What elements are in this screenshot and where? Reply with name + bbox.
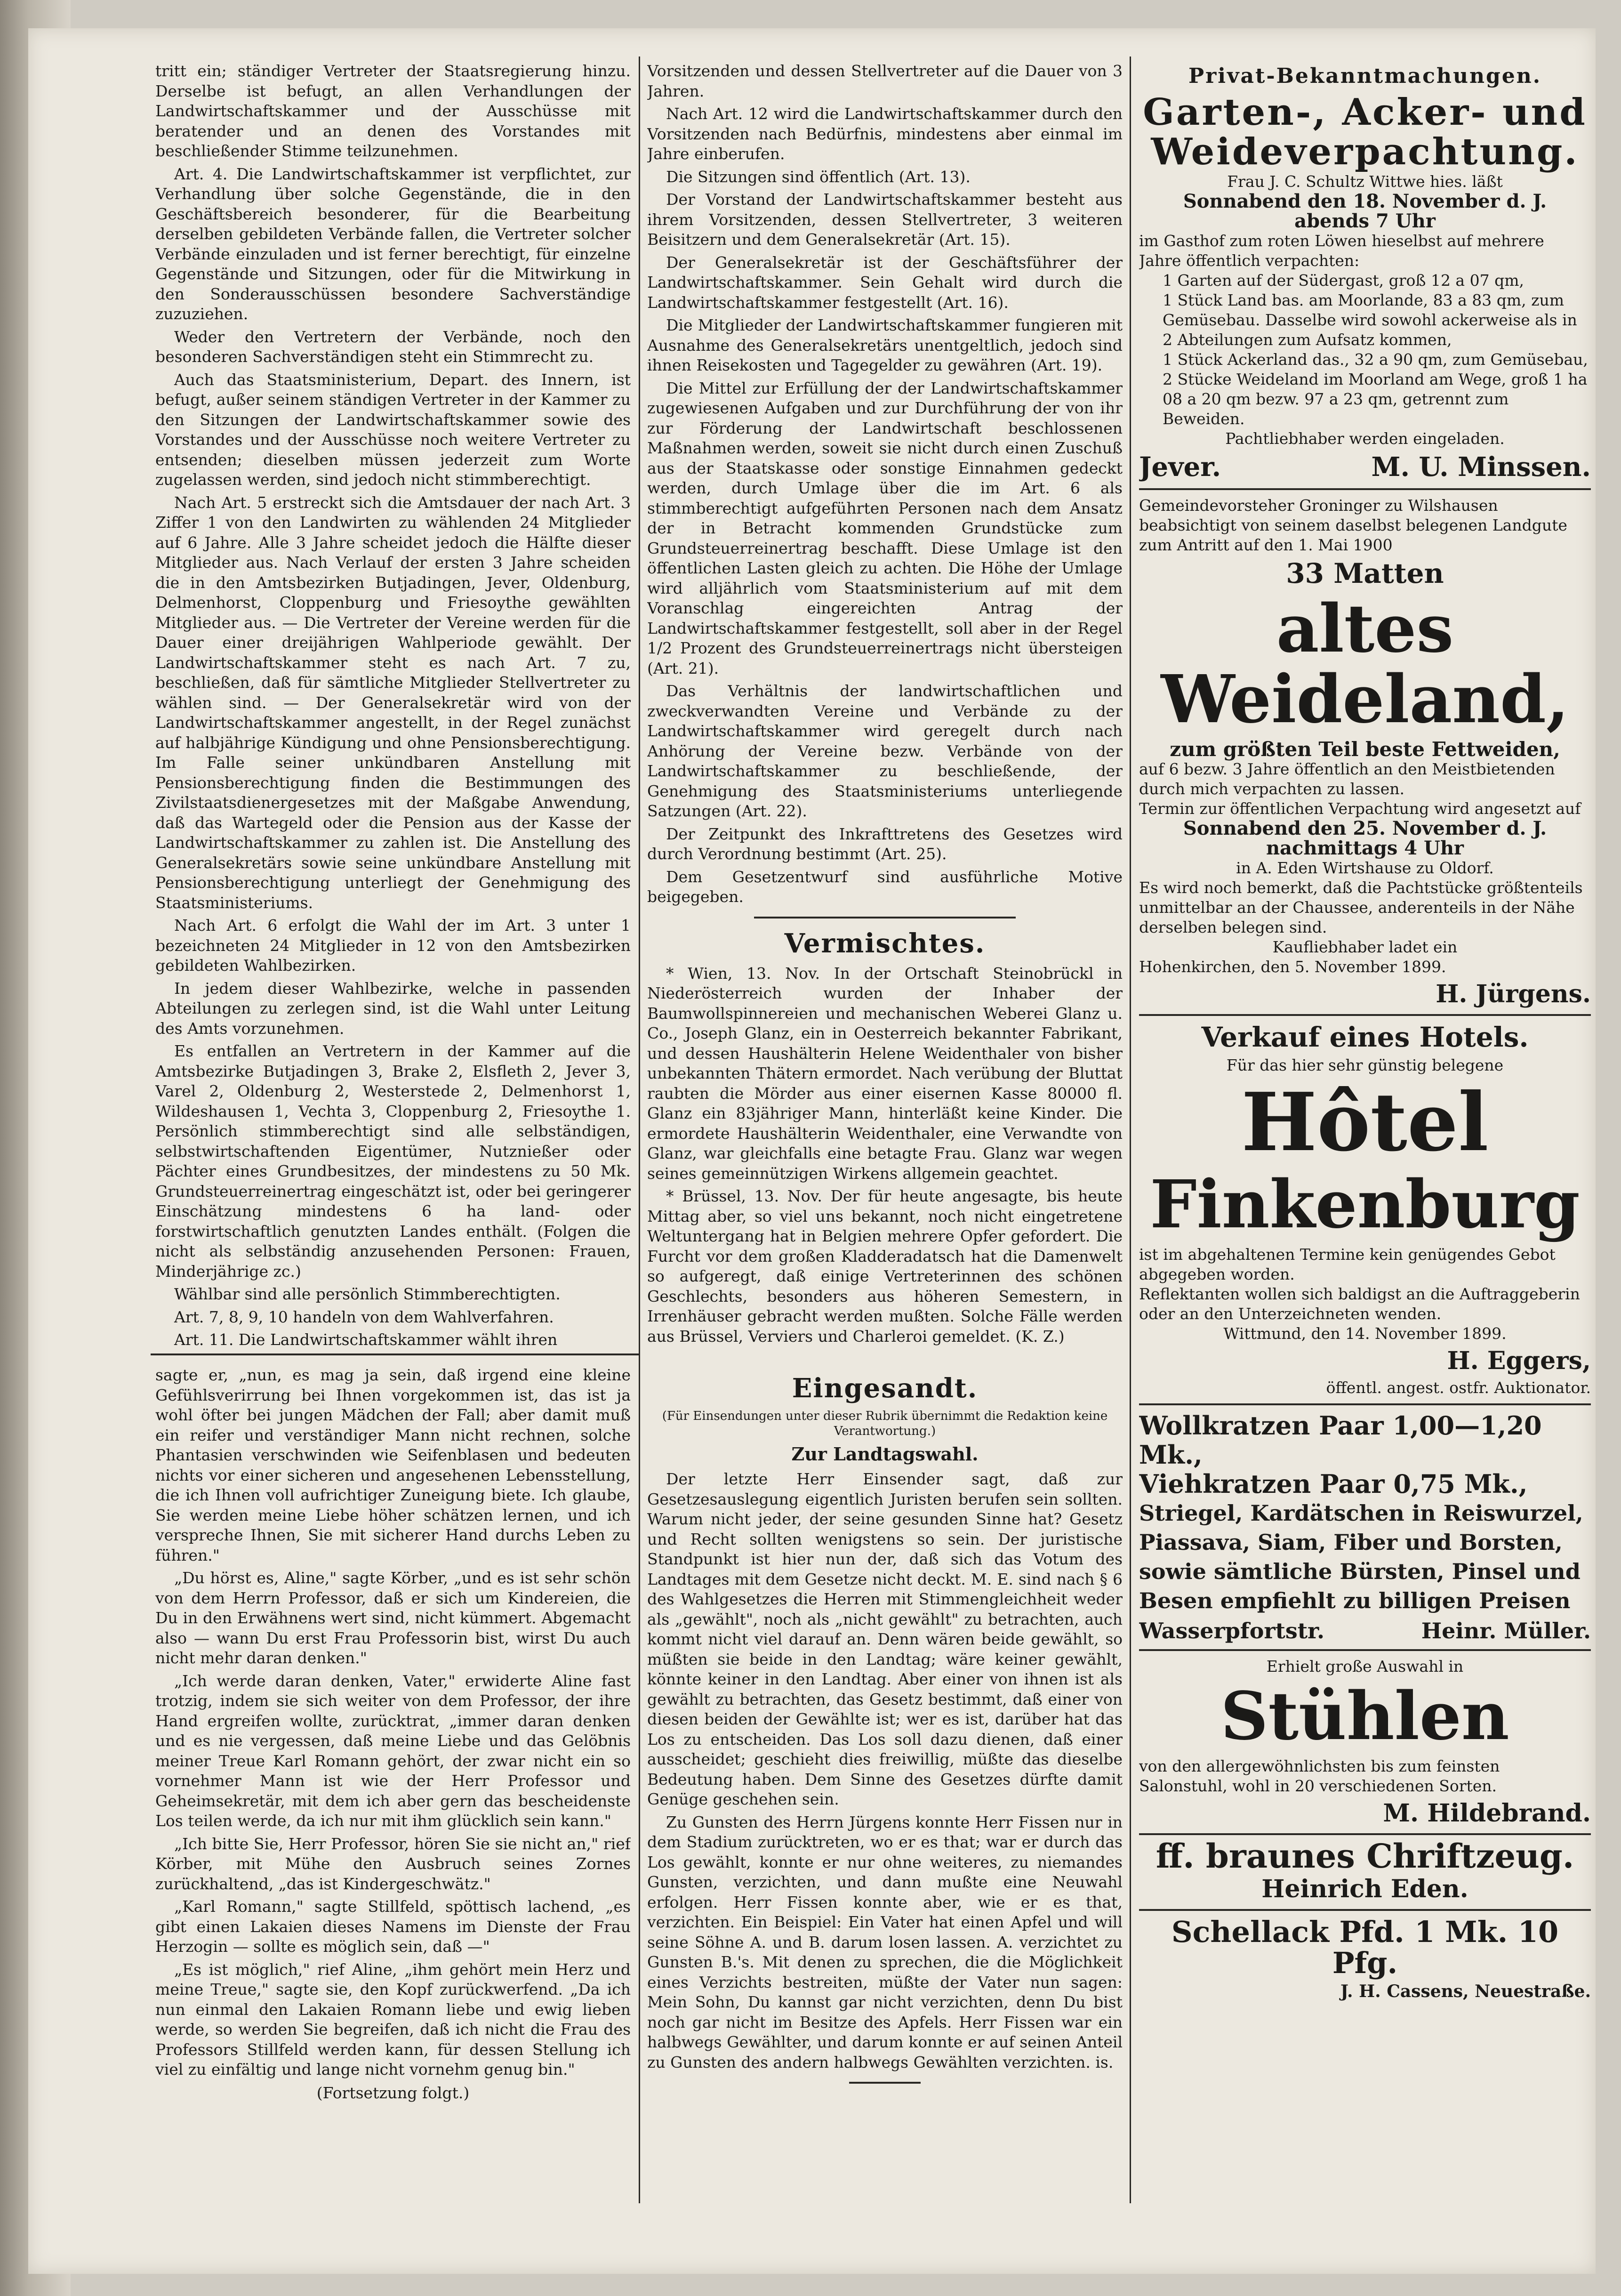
paragraph: Wählbar sind alle persönlich Stimmberechtigten. bbox=[174, 1285, 561, 1303]
paragraph: In jedem dieser Wahlbezirke, welche in passenden Abteilungen zu zerlegen sind, ist die Wahl unter Leitung des Amts vorzunehmen. bbox=[155, 979, 631, 1038]
paragraph: „Es ist möglich," rief Aline, „ihm gehört mein Herz und meine Treue," sagte sie, den Kopf zurückwerfend. „Da ich nun einmal den Lakaien Romann liebe und ewig lieben werde, so werden Sie begreifen, daß ich nicht die Frau des Professors Stillfeld werden kann, für dessen Stellung ich viel zu einfältig und lange nicht vornehm genug bin." bbox=[155, 1960, 631, 2078]
ad-intro: Frau J. C. Schultz Wittwe hies. läßt bbox=[1227, 172, 1503, 191]
paragraph: Die Sitzungen sind öffentlich (Art. 13). bbox=[666, 167, 971, 186]
paragraph: Nach Art. 6 erfolgt die Wahl der im Art. 3 unter 1 bezeichneten 24 Mitglieder in 12 von den Amtsbezirken gebildeten Wahlbezirken. bbox=[155, 916, 631, 975]
paragraph: sagte er, „nun, es mag ja sein, daß irgend eine kleine Gefühlsverirrung bei Ihnen vorgekommen ist, das ist ja wohl öfter bei jungen Mädchen der Fall; aber damit muß ein reifer und verständiger Mann nicht rechnen, solche Phantasien verschwinden wie Seifenblasen und bedeuten nichts vor einer sicheren und angesehenen Lebensstellung, die ich Ihnen voll aufrichtiger Zuneigung biete. Ich glaube, Sie werden meine Liebe höher schätzen lernen, und ich verspreche Ihnen, Sie mit sicherer Hand durchs Leben zu führen." bbox=[155, 1366, 631, 1564]
ad-signer: J. H. Cassens, Neuestraße. bbox=[1340, 1982, 1591, 2001]
ad-intro: Gemeindevorsteher Groninger zu Wilshausen beabsichtigt von seinem daselbst belegenen Landgute zum Antritt auf den 1. Mai 1900 bbox=[1139, 496, 1567, 554]
column-2 bbox=[647, 61, 1123, 1346]
ad-line: Viehkratzen Paar 0,75 Mk., bbox=[1139, 1469, 1528, 1499]
paragraph: Weder den Vertretern der Verbände, noch den besonderen Sachverständigen steht ein Stimmrecht zu. bbox=[155, 327, 631, 366]
ad-place-date: Wittmund, den 14. November 1899. bbox=[1223, 1324, 1507, 1343]
paragraph: Es entfallen an Vertretern in der Kammer auf die Amtsbezirke Butjadingen 3, Brake 2, Elsfleth 2, Jever 3, Varel 2, Oldenburg 2, Westerstede 2, Delmenhorst 1, Wildeshausen 1, Vechta 3, Cloppenburg 2, Friesoythe 1. Persönlich stimmberechtigt sind alle selbständigen, selbstwirtschaftenden Eigentümer, Nutznießer oder Pächter eines Grundbesitzes, der mindestens zu 50 Mk. Grundsteuerreinertrag eingeschätzt ist, oder bei geringerer Einschätzung mindestens 6 ha land- oder forstwirtschaftlich genutzten Landes enthält. (Folgen die nicht als selbständig anzusehenden Personen: Frauen, Minderjährige zc.) bbox=[155, 1042, 631, 1281]
ad-place: in A. Eden Wirtshause zu Oldorf. bbox=[1236, 859, 1494, 877]
news-item: * Brüssel, 13. Nov. Der für heute angesagte, bis heute Mittag aber, so viel uns bekannt, noch nicht eingetretene Weltuntergang hat in Belgien mehrere Opfer gefordert. Die Furcht vor dem großen Kladderadatsch hat die Damenwelt so aufgeregt, daß einige Vertreterinnen des schönen Geschlechts, besonders aus höheren Semestern, in Irrenhäuser gebracht werden mußten. Solche Fälle werden aus Brüssel, Verviers und Charleroi gemeldet. (K. Z.) bbox=[647, 1187, 1123, 1345]
ad-chairs bbox=[1139, 1657, 1591, 1828]
paragraph: Nach Art. 12 wird die Landwirtschaftskammer durch den Vorsitzenden nach Bedürfnis, mindestens aber einmal im Jahre einberufen. bbox=[647, 105, 1123, 163]
ad-place-date: Hohenkirchen, den 5. November 1899. bbox=[1139, 958, 1446, 976]
paragraph: Art. 4. Die Landwirtschaftskammer ist verpflichtet, zur Verhandlung über solche Gegenstände, die in den Geschäftsbereich besonderer, für die Bearbeitung derselben gebildeten Verbände fallen, die Vertreter solcher Verbände einzuladen und ist ferner berechtigt, für einzelne Gegenstände und Sitzungen, oder für die Mitwirkung in den Sonderausschüssen besondere Sachverständige zuzuziehen. bbox=[155, 164, 631, 323]
ad-item: 1 Stück Land bas. am Moorlande, 83 a 83 qm, zum Gemüsebau. Dasselbe wird sowohl ackerweise als in 2 Abteilungen zum Aufsatz kommen, bbox=[1163, 291, 1577, 349]
ad-text: Kaufliebhaber ladet ein bbox=[1272, 938, 1458, 956]
ad-signer: M. Hildebrand. bbox=[1383, 1799, 1591, 1828]
ad-intro: Für das hier sehr günstig belegene bbox=[1226, 1056, 1504, 1074]
eingesandt-section bbox=[647, 1365, 1123, 2213]
ad-place: Jever. bbox=[1139, 451, 1221, 483]
paragraph: Auch das Staatsministerium, Depart. des Innern, ist befugt, außer seinem ständigen Vertreter in der Kammer zu den Sitzungen der Landwirtschaftskammer sowie des Vorstandes und der Ausschüsse noch weitere Vertreter zu entsenden; dieselben müssen jederzeit zum Worte zugelassen werden, sind jedoch nicht stimmberechtigt. bbox=[155, 370, 631, 489]
paragraph: Nach Art. 5 erstreckt sich die Amtsdauer der nach Art. 3 Ziffer 1 von den Landwirten zu wählenden 24 Mitglieder auf 6 Jahre. Alle 3 Jahre scheidet jedoch die Hälfte dieser Mitglieder aus. Nach Verlauf der ersten 3 Jahre scheiden die in den Amtsbezirken Butjadingen, Jever, Oldenburg, Delmenhorst, Cloppenburg und Friesoythe gewählten Mitglieder aus. — Die Vertreter der Vereine werden für die Dauer einer dreijährigen Wahlperiode gewählt. Der Landwirtschaftskammer steht es nach Art. 7 zu, beschließen, daß für sämtliche Mitglieder Stellvertreter zu wählen sind. — Der Generalsekretär wird von der Landwirtschaftskammer angestellt, in der Regel zunächst auf halbjährige Kündigung und ohne Pensionsberechtigung. Im Falle seiner unkündbaren Anstellung mit Pensionsberechtigung finden die Bestimmungen des Zivilstaatsdienergesetzes mit der Maßgabe Anwendung, daß das Wartegeld oder die Pension aus der Kasse der Landwirtschaftskammer zu zahlen ist. Die Anstellung des Generalsekretärs sowie seine unkündbare Anstellung mit Pensionsberechtigung unterliegt der Genehmigung des Staatsministeriums. bbox=[155, 493, 631, 912]
ad-signer: M. U. Minssen. bbox=[1371, 451, 1591, 483]
ad-headline: 33 Matten bbox=[1286, 557, 1444, 589]
ad-line: Besen empfiehlt zu billigen Preisen bbox=[1139, 1588, 1571, 1613]
paragraph: „Ich werde daran denken, Vater," erwiderte Aline fast trotzig, indem sie sich weiter von dem Professor, der ihre Hand ergreifen wollte, zurücktrat, „immer daran denken und es nie vergessen, daß meine Liebe und das Gelöbnis meiner Treue Karl Romann gehört, der zwar nicht ein so vornehmer Mann ist wie der Herr Professor und Geheimsekretär, mit dem ich aber gern das bescheidenste Los teilen werde, da ich nur mit ihm glücklich sein kann." bbox=[155, 1671, 631, 1830]
ad-signer: H. Jürgens. bbox=[1436, 980, 1591, 1008]
ad-signer: Heinrich Eden. bbox=[1261, 1875, 1469, 1903]
ad-title: Verkauf eines Hotels. bbox=[1201, 1021, 1529, 1053]
paragraph: „Ich bitte Sie, Herr Professor, hören Sie sie nicht an," rief Körber, mit Mühe den Ausbruch seines Zornes zurückhaltend, „das ist Kindergeschwätz." bbox=[155, 1834, 631, 1893]
ad-divider bbox=[1139, 1403, 1591, 1405]
ad-signer: H. Eggers, bbox=[1447, 1346, 1591, 1375]
ad-headline-large: Stühlen bbox=[1220, 1678, 1509, 1755]
ad-date: Sonnabend den 25. November d. J. bbox=[1183, 817, 1547, 839]
ad-shellac bbox=[1139, 1917, 1591, 2001]
ad-headline-large: Hôtel bbox=[1241, 1075, 1489, 1169]
ad-brushes bbox=[1139, 1411, 1591, 1643]
ad-intro: Erhielt große Auswahl in bbox=[1266, 1657, 1464, 1676]
ad-text: auf 6 bezw. 3 Jahre öffentlich an den Meistbietenden durch mich verpachten zu lassen. bbox=[1139, 760, 1555, 798]
paragraph: Der Generalsekretär ist der Geschäftsführer der Landwirtschaftskammer. Sein Gehalt wird durch die Landwirtschaftskammer festgestellt (Art. 16). bbox=[647, 253, 1123, 312]
end-rule bbox=[849, 2082, 921, 2084]
paragraph: Das Verhältnis der landwirtschaftlichen und zweckverwandten Vereine und Verbände zu der Landwirtschaftskammer wird geregelt durch nach Anhörung der Vereine bezw. Verbände von der Landwirtschaftskammer zu beschließende, der Genehmigung des Staatsministeriums unterliegende Satzungen (Art. 22). bbox=[647, 682, 1123, 820]
ad-divider bbox=[1139, 1014, 1591, 1016]
news-item: * Wien, 13. Nov. In der Ortschaft Steinobrückl in Niederösterreich wurden der Inhaber der Baumwollspinnereien und mechanischen Weberei Glanz u. Co., Joseph Glanz, ein in Oesterreich bekannter Fabrikant, und dessen Haushälterin Helene Weidenthaler von bisher unbekannten Thätern ermordet. Nach verübung der Bluttat raubten die Mörder aus einer eisernen Kasse 80000 fl. Glanz ein 83jähriger Mann, hinterläßt keine Kinder. Die ermordete Haushälterin Weidenthaler, eine Verwandte von Glanz, war gleichfalls eine betagte Frau. Glanz war wegen seines gemeinnützigen Wirkens allgemein geachtet. bbox=[647, 964, 1123, 1183]
ad-address: Wasserpfortstr. bbox=[1139, 1618, 1325, 1643]
paragraph: „Karl Romann," sagte Stillfeld, spöttisch lachend, „es gibt einen Lakaien dieses Namens im Dienste der Frau Herzogin — sollte es möglich sein, daß —" bbox=[155, 1897, 631, 1956]
ad-signature bbox=[1139, 1618, 1591, 1643]
ad-item: 1 Garten auf der Südergast, groß 12 a 07 qm, bbox=[1163, 271, 1524, 290]
paragraph: Die Mitglieder der Landwirtschaftskammer fungieren mit Ausnahme des Generalsekretärs unentgeltlich, jedoch sind ihnen Reisekosten und Tagegelder zu gewähren (Art. 19). bbox=[647, 316, 1123, 374]
column-rule-2 bbox=[1130, 56, 1131, 2203]
ads-section-title: Privat-Bekanntmachungen. bbox=[1188, 64, 1542, 88]
paragraph: Art. 7, 8, 9, 10 handeln von dem Wahlverfahren. bbox=[174, 1307, 554, 1326]
ad-text: Es wird noch bemerkt, daß die Pachtstücke größtenteils unmittelbar an der Chaussee, anderenteils in der Nähe derselben belegen sind. bbox=[1139, 878, 1583, 936]
ad-headline: Schellack Pfd. 1 Mk. 10 Pfg. bbox=[1171, 1915, 1559, 1980]
ad-text: von den allergewöhnlichsten bis zum feinsten Salonstuhl, wohl in 20 verschiedenen Sorten. bbox=[1139, 1757, 1500, 1795]
ad-title: Garten-, Acker- und Weideverpachtung. bbox=[1143, 91, 1587, 173]
paragraph: Die Mittel zur Erfüllung der der Landwirtschaftskammer zugewiesenen Aufgaben und zur Durchführung der von ihr zur Förderung der Landwirtschaft beschlossenen Maßnahmen werden, soweit sie nicht durch einen Zuschuß aus der Staatskasse oder sonstige Einnahmen gedeckt werden, durch Umlage über die im Art. 6 als stimmberechtigt aufgeführten Personen nach dem Ansatz der in Betracht kommenden Grundstücke zum Grundsteuerreinertrag beschafft. Diese Umlage ist den öffentlichen Lasten gleich zu achten. Die Höhe der Umlage wird alljährlich vom Staatsministerium auf mit dem Voranschlag eingereichten Antrag der Landwirtschaftskammer festgestellt, soll aber in der Regel 1/2 Prozent des Grundsteuerreinertrags nicht übersteigen (Art. 21). bbox=[647, 379, 1123, 677]
paragraph: Dem Gesetzentwurf sind ausführliche Motive beigegeben. bbox=[647, 867, 1123, 906]
continuation-note: (Fortsetzung folgt.) bbox=[316, 2083, 470, 2102]
paragraph: Der letzte Herr Einsender sagt, daß zur Gesetzesauslegung eigentlich Juristen berufen sein sollten. Warum nicht jeder, der seine gesunden Sinne hat? Gesetz und Recht sollten wenigstens so sein. Der juristische Standpunkt ist hier nun der, daß sich das Votum des Landtages mit dem Gesetze nicht deckt. M. E. sind nach § 6 des Wahlgesetzes die Herren mit Stimmengleichheit weder als „gewählt", noch als „nicht gewählt" zu betrachten, auch kommt nicht viel darauf an. Denn wären beide gewählt, so müßten sie beide in den Landtag; wäre keiner gewählt, könnte keiner in den Landtag. Aber einer von ihnen ist als gewählt zu betrachten, das Gesetz bestimmt, daß einer von diesen beiden der Gewählte ist; wer es ist, darüber hat das Los zu entscheiden. Das Los soll dazu dienen, daß einer ausscheidet; geschieht dies freiwillig, müßte das dieselbe Bedeutung haben. Dem Sinne des Gesetzes dürfte damit Genüge geschehen sein. bbox=[647, 1470, 1123, 1808]
ad-text: Termin zur öffentlichen Verpachtung wird angesetzt auf bbox=[1139, 799, 1581, 818]
section-rule bbox=[754, 917, 1016, 918]
ad-line: Striegel, Kardätschen in Reiswurzel, bbox=[1139, 1500, 1583, 1526]
ad-headline: ff. braunes Chriftzeug. bbox=[1156, 1837, 1574, 1876]
ad-headline-large: altes Weideland, bbox=[1161, 590, 1569, 738]
ad-divider bbox=[1139, 488, 1591, 490]
ad-subheadline: zum größten Teil beste Fettweiden, bbox=[1170, 738, 1560, 761]
ad-item: 2 Stücke Weideland im Moorland am Wege, groß 1 ha 08 a 20 qm bezw. 97 a 23 qm, getrennt zum Beweiden. bbox=[1163, 370, 1588, 428]
ad-signer: Heinr. Müller. bbox=[1421, 1618, 1591, 1643]
ad-headline-large: Finkenburg bbox=[1150, 1166, 1580, 1243]
feuilleton bbox=[155, 1365, 631, 2166]
ad-line: Piassava, Siam, Fiber und Borsten, bbox=[1139, 1530, 1563, 1555]
ad-date: Sonnabend den 18. November d. J. bbox=[1183, 190, 1547, 212]
feuilleton-rule bbox=[151, 1353, 639, 1355]
paragraph: Art. 11. Die Landwirtschaftskammer wählt ihren bbox=[174, 1330, 558, 1346]
paragraph: Vorsitzenden und dessen Stellvertreter auf die Dauer von 3 Jahren. bbox=[647, 62, 1123, 100]
ad-pasture-lease bbox=[1139, 496, 1591, 1008]
ad-divider bbox=[1139, 1649, 1591, 1651]
paragraph: „Du hörst es, Aline," sagte Körber, „und es ist sehr schön von dem Herrn Professor, daß er sich um Kindereien, die Du in den Erwähnens wert sind, nicht kümmert. Abgemacht also — wann Du erst Frau Professorin bist, wirst Du auch nicht mehr daran denken." bbox=[155, 1569, 631, 1667]
paragraph: Der Vorstand der Landwirtschaftskammer besteht aus ihrem Vorsitzenden, dessen Stellvertreter, 3 weiteren Beisitzern und dem Generalsekretär (Art. 15). bbox=[647, 190, 1123, 249]
ad-divider bbox=[1139, 1909, 1591, 1911]
eingesandt-heading: Eingesandt. bbox=[792, 1373, 978, 1404]
paragraph: Der Zeitpunkt des Inkrafttretens des Gesetzes wird durch Verordnung bestimmt (Art. 25). bbox=[647, 824, 1123, 863]
editorial-note: (Für Einsendungen unter dieser Rubrik übernimmt die Redaktion keine Verantwortung.) bbox=[662, 1409, 1108, 1438]
ad-divider bbox=[1139, 1833, 1591, 1835]
ad-christmas-goods bbox=[1139, 1837, 1591, 1903]
ad-closing: Pachtliebhaber werden eingeladen. bbox=[1225, 429, 1505, 448]
ad-time: abends 7 Uhr bbox=[1294, 210, 1436, 232]
vermischtes-heading: Vermischtes. bbox=[784, 927, 986, 959]
ad-item: 1 Stück Ackerland das., 32 a 90 qm, zum Gemüsebau, bbox=[1163, 350, 1588, 369]
ad-signature bbox=[1139, 451, 1591, 483]
ad-time: nachmittags 4 Uhr bbox=[1266, 837, 1464, 859]
column-1 bbox=[155, 61, 631, 1346]
eingesandt-subheading: Zur Landtagswahl. bbox=[791, 1443, 979, 1465]
column-rule-1 bbox=[639, 56, 640, 2203]
ad-text: im Gasthof zum roten Löwen hieselbst auf mehrere Jahre öffentlich verpachten: bbox=[1139, 232, 1544, 270]
paragraph: Zu Gunsten des Herrn Jürgens konnte Herr Fissen nur in dem Stadium zurücktreten, wo er es that; war er durch das Los gewählt, konnte er nur ohne weiteres, zu niemandes Gunsten, verzichten, und dann mußte eine Neuwahl erfolgen. Herr Fissen konnte aber, wie er es that, verzichten. Ein Beispiel: Ein Vater hat einen Apfel und will seine Söhne A. und B. darum losen lassen. A. verzichtet zu Gunsten B.'s. Mit denen zu sprechen, die die Möglichkeit eines Verzichts bestreiten, müßte der Vater nun sagen: Mein Sohn, Du kannst gar nicht verzichten, denn Du bist noch gar nicht im Besitze des Apfels. Herr Fissen war ein halbwegs Gewählter, und darum konnte er auf seinen Anteil zu Gunsten des andern halbwegs Gewählten verzichten. is. bbox=[647, 1813, 1123, 2071]
ad-text: Reflektanten wollen sich baldigst an die Auftraggeberin oder an den Unterzeichneten wenden. bbox=[1139, 1285, 1580, 1323]
paragraph: tritt ein; ständiger Vertreter der Staatsregierung hinzu. Derselbe ist befugt, an allen Verhandlungen der Landwirtschaftskammer und der Ausschüsse mit beratender und an denen des Vorstandes mit beschließender Stimme teilzunehmen. bbox=[155, 62, 631, 160]
advertisements-column bbox=[1139, 61, 1591, 2250]
ad-hotel-sale bbox=[1139, 1022, 1591, 1398]
ad-line: Wollkratzen Paar 1,00—1,20 Mk., bbox=[1139, 1410, 1542, 1470]
ad-line: sowie sämtliche Bürsten, Pinsel und bbox=[1139, 1559, 1581, 1584]
ad-garden-lease bbox=[1139, 93, 1591, 483]
ad-signer-title: öffentl. angest. ostfr. Auktionator. bbox=[1326, 1378, 1591, 1397]
ad-text: ist im abgehaltenen Termine kein genügendes Gebot abgegeben worden. bbox=[1139, 1245, 1556, 1283]
